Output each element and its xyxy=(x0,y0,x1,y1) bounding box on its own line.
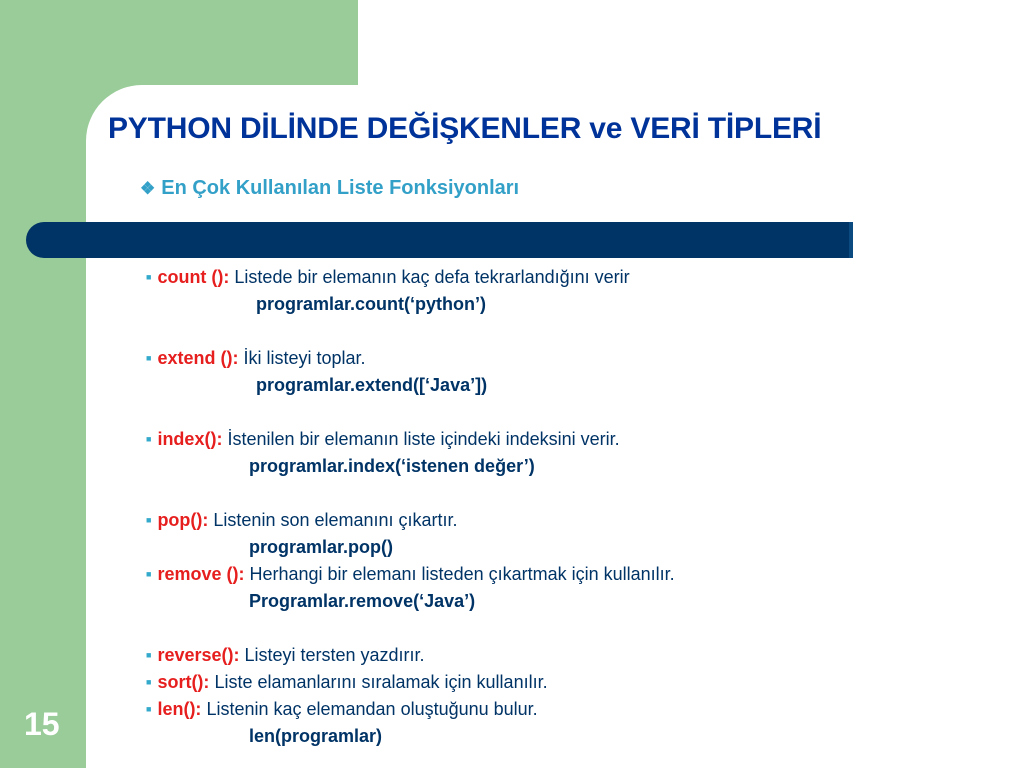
function-description: İki listeyi toplar. xyxy=(238,348,366,368)
code-example: len(programlar) xyxy=(249,726,383,746)
function-description: Herhangi bir elemanı listeden çıkartmak için kullanılır. xyxy=(244,564,675,584)
slide-title: PYTHON DİLİNDE DEĞİŞKENLER ve VERİ TİPLERİ xyxy=(108,112,822,145)
code-example: programlar.count(‘python’) xyxy=(256,294,487,314)
function-description: Liste elamanlarını sıralamak için kullanılır. xyxy=(209,672,548,692)
code-example-index xyxy=(146,453,886,480)
function-description: Listenin kaç elemandan oluştuğunu bulur. xyxy=(201,699,538,719)
square-bullet-icon: ■ xyxy=(146,650,152,660)
function-name: index(): xyxy=(157,429,223,449)
function-name: count (): xyxy=(157,267,230,287)
function-name: remove (): xyxy=(157,564,245,584)
code-example-pop xyxy=(146,534,886,561)
list-item-index xyxy=(146,426,886,453)
function-name: pop(): xyxy=(157,510,209,530)
square-bullet-icon: ■ xyxy=(146,569,152,579)
spacer xyxy=(146,399,886,426)
list-item-count xyxy=(146,264,886,291)
code-example-remove xyxy=(146,588,886,615)
list-item-len xyxy=(146,696,886,723)
square-bullet-icon: ■ xyxy=(146,353,152,363)
function-description: Listenin son elemanını çıkartır. xyxy=(208,510,458,530)
diamond-bullet-icon: ❖ xyxy=(140,179,156,198)
code-example: programlar.extend([‘Java’]) xyxy=(256,375,488,395)
list-item-remove xyxy=(146,561,886,588)
function-description: İstenilen bir elemanın liste içindeki indeksini verir. xyxy=(222,429,620,449)
function-name: extend (): xyxy=(157,348,239,368)
function-list xyxy=(146,264,886,750)
square-bullet-icon: ■ xyxy=(146,434,152,444)
spacer xyxy=(146,615,886,642)
code-example-len xyxy=(146,723,886,750)
function-description: Listede bir elemanın kaç defa tekrarlandığını verir xyxy=(229,267,630,287)
square-bullet-icon: ■ xyxy=(146,677,152,687)
square-bullet-icon: ■ xyxy=(146,272,152,282)
square-bullet-icon: ■ xyxy=(146,704,152,714)
code-example-count xyxy=(146,291,886,318)
code-example: Programlar.remove(‘Java’) xyxy=(249,591,476,611)
subtitle-text: En Çok Kullanılan Liste Fonksiyonları xyxy=(161,177,520,199)
function-name: sort(): xyxy=(157,672,210,692)
square-bullet-icon: ■ xyxy=(146,515,152,525)
code-example: programlar.pop() xyxy=(249,537,394,557)
spacer xyxy=(146,480,886,507)
spacer xyxy=(146,318,886,345)
function-name: len(): xyxy=(157,699,202,719)
code-example: programlar.index(‘istenen değer’) xyxy=(249,456,535,476)
code-example-extend xyxy=(146,372,886,399)
list-item-extend xyxy=(146,345,886,372)
slide-number: 15 xyxy=(24,706,60,742)
function-description: Listeyi tersten yazdırır. xyxy=(239,645,425,665)
function-name: reverse(): xyxy=(157,645,240,665)
divider-bar xyxy=(26,222,853,258)
slide-subtitle xyxy=(140,177,519,200)
divider-bar-end xyxy=(849,222,853,258)
list-item-sort xyxy=(146,669,886,696)
list-item-pop xyxy=(146,507,886,534)
list-item-reverse xyxy=(146,642,886,669)
